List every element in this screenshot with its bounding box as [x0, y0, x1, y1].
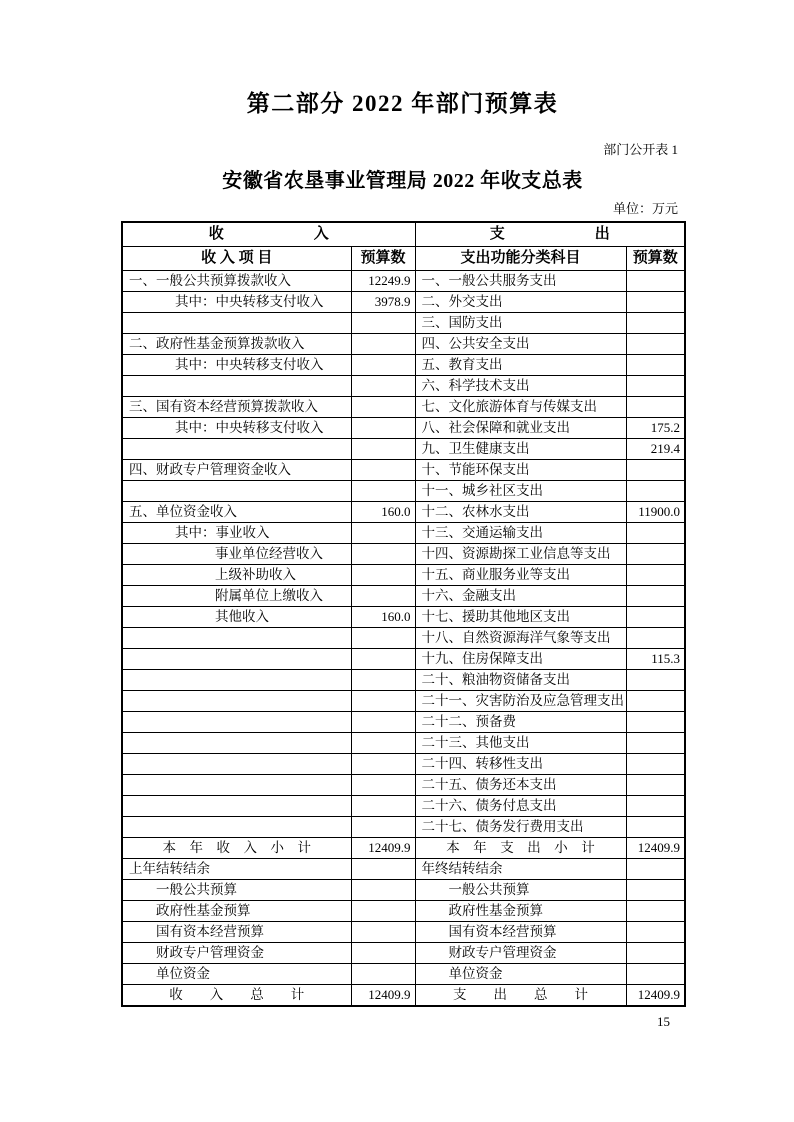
income-item-cell: [122, 627, 351, 648]
income-item-cell: 其中：中央转移支付收入: [122, 417, 351, 438]
income-item-cell: 五、单位资金收入: [122, 501, 351, 522]
income-value-cell: 160.0: [351, 501, 415, 522]
income-item-cell: 上级补助收入: [122, 564, 351, 585]
expense-item-cell: 政府性基金预算: [415, 900, 626, 921]
expense-value-cell: [626, 585, 685, 606]
expense-value-cell: [626, 396, 685, 417]
income-value-cell: [351, 564, 415, 585]
page-content: [121, 0, 684, 1030]
income-item-cell: [122, 774, 351, 795]
income-item-cell: 四、财政专户管理资金收入: [122, 459, 351, 480]
expense-item-cell: 二十一、灾害防治及应急管理支出: [415, 690, 626, 711]
expense-value-cell: [626, 606, 685, 627]
expense-value-cell: [626, 312, 685, 333]
expense-item-cell: 十五、商业服务业等支出: [415, 564, 626, 585]
table-row: [122, 900, 685, 921]
income-item-cell: 二、政府性基金预算拨款收入: [122, 333, 351, 354]
expense-value-cell: [626, 690, 685, 711]
table-row: [122, 333, 685, 354]
income-item-cell: 其中：中央转移支付收入: [122, 354, 351, 375]
expense-value-cell: 219.4: [626, 438, 685, 459]
expense-value-cell: 11900.0: [626, 501, 685, 522]
income-value-cell: [351, 900, 415, 921]
expense-item-cell: 十九、住房保障支出: [415, 648, 626, 669]
expense-item-cell: 财政专户管理资金: [415, 942, 626, 963]
expense-item-cell: 九、卫生健康支出: [415, 438, 626, 459]
expense-item-cell: 十七、援助其他地区支出: [415, 606, 626, 627]
expense-item-cell: 十、节能环保支出: [415, 459, 626, 480]
income-item-cell: 国有资本经营预算: [122, 921, 351, 942]
table-row: [122, 816, 685, 837]
income-item-cell: 事业单位经营收入: [122, 543, 351, 564]
income-item-cell: 单位资金: [122, 963, 351, 984]
income-value-cell: 3978.9: [351, 291, 415, 312]
income-value-cell: [351, 669, 415, 690]
table-row: [122, 837, 685, 858]
expense-value-cell: [626, 816, 685, 837]
expense-item-cell: 四、公共安全支出: [415, 333, 626, 354]
income-item-cell: [122, 438, 351, 459]
expense-item-cell: 二十三、其他支出: [415, 732, 626, 753]
table-row: [122, 963, 685, 984]
expense-value-cell: 175.2: [626, 417, 685, 438]
income-value-cell: [351, 858, 415, 879]
expense-item-cell: 二十二、预备费: [415, 711, 626, 732]
expense-item-cell: 二十六、债务付息支出: [415, 795, 626, 816]
income-value-cell: [351, 879, 415, 900]
expense-item-cell: 十六、金融支出: [415, 585, 626, 606]
table-row: [122, 501, 685, 522]
table-row: [122, 732, 685, 753]
table-row: [122, 438, 685, 459]
table-row: [122, 879, 685, 900]
table-row: [122, 480, 685, 501]
expense-value-cell: [626, 291, 685, 312]
expense-value-cell: [626, 900, 685, 921]
income-value-cell: [351, 963, 415, 984]
expense-value-cell: [626, 480, 685, 501]
expense-item-cell: 二十七、债务发行费用支出: [415, 816, 626, 837]
expense-value-cell: [626, 774, 685, 795]
income-value-cell: [351, 585, 415, 606]
income-item-cell: [122, 375, 351, 396]
income-value-cell: [351, 648, 415, 669]
table-row: [122, 354, 685, 375]
expense-item-cell: 二十、粮油物资储备支出: [415, 669, 626, 690]
income-item-cell: 政府性基金预算: [122, 900, 351, 921]
expense-value-cell: [626, 270, 685, 291]
income-value-cell: [351, 480, 415, 501]
unit-label: 单位：万元: [612, 200, 678, 216]
income-item-cell: 本 年 收 入 小 计: [122, 837, 351, 858]
table-title: 安徽省农垦事业管理局 2022 年收支总表: [222, 169, 583, 192]
income-value-cell: [351, 711, 415, 732]
table-row: [122, 564, 685, 585]
part-title: 第二部分 2022 年部门预算表: [246, 91, 559, 116]
income-item-cell: 财政专户管理资金: [122, 942, 351, 963]
expense-value-cell: [626, 795, 685, 816]
income-item-cell: [122, 795, 351, 816]
expense-item-cell: 单位资金: [415, 963, 626, 984]
expense-item-cell: 年终结转结余: [415, 858, 626, 879]
table-row: [122, 396, 685, 417]
expenditure-section-header: 支 出: [415, 222, 685, 247]
expense-item-cell: 二十五、债务还本支出: [415, 774, 626, 795]
income-value-cell: [351, 438, 415, 459]
table-row: [122, 711, 685, 732]
income-section-header: 收 入: [122, 222, 415, 247]
expense-item-cell: 六、科学技术支出: [415, 375, 626, 396]
expense-value-cell: [626, 753, 685, 774]
expense-value-cell: [626, 921, 685, 942]
income-value-cell: 12249.9: [351, 270, 415, 291]
page-number: 15: [657, 1013, 670, 1029]
income-value-cell: [351, 396, 415, 417]
income-value-cell: 160.0: [351, 606, 415, 627]
expense-value-cell: [626, 963, 685, 984]
expense-category-column-header: 支出功能分类科目: [415, 246, 626, 270]
expense-value-cell: [626, 879, 685, 900]
budget-table-header: [122, 222, 685, 271]
income-item-cell: 其中：事业收入: [122, 522, 351, 543]
income-value-cell: [351, 459, 415, 480]
income-value-cell: [351, 921, 415, 942]
budget-table: [121, 221, 686, 1007]
expense-value-cell: [626, 732, 685, 753]
table-row: [122, 984, 685, 1006]
expense-item-cell: 一般公共预算: [415, 879, 626, 900]
income-value-cell: [351, 795, 415, 816]
table-row: [122, 627, 685, 648]
income-value-cell: [351, 627, 415, 648]
income-value-cell: [351, 522, 415, 543]
income-value-cell: [351, 753, 415, 774]
expense-item-cell: 国有资本经营预算: [415, 921, 626, 942]
table-row: [122, 543, 685, 564]
expense-item-cell: 支 出 总 计: [415, 984, 626, 1006]
table-row: [122, 669, 685, 690]
expense-item-cell: 三、国防支出: [415, 312, 626, 333]
budget-table-body: [122, 270, 685, 1006]
table-row: [122, 585, 685, 606]
table-row: [122, 858, 685, 879]
expense-item-cell: 二、外交支出: [415, 291, 626, 312]
income-value-cell: [351, 312, 415, 333]
income-item-cell: 其他收入: [122, 606, 351, 627]
expense-value-cell: [626, 669, 685, 690]
expense-value-cell: 115.3: [626, 648, 685, 669]
income-item-cell: [122, 732, 351, 753]
table-row: [122, 375, 685, 396]
table-row: [122, 291, 685, 312]
expense-value-cell: [626, 375, 685, 396]
section-header-row: [122, 222, 685, 247]
expense-item-cell: 十二、农林水支出: [415, 501, 626, 522]
expense-item-cell: 十三、交通运输支出: [415, 522, 626, 543]
expense-value-cell: 12409.9: [626, 984, 685, 1006]
expense-item-cell: 十四、资源勘探工业信息等支出: [415, 543, 626, 564]
income-item-cell: 其中：中央转移支付收入: [122, 291, 351, 312]
income-value-cell: [351, 333, 415, 354]
income-value-cell: [351, 942, 415, 963]
expense-value-cell: [626, 459, 685, 480]
income-item-cell: [122, 690, 351, 711]
income-item-cell: 三、国有资本经营预算拨款收入: [122, 396, 351, 417]
income-item-cell: 一般公共预算: [122, 879, 351, 900]
expense-value-cell: [626, 858, 685, 879]
table-row: [122, 648, 685, 669]
income-items-column-header: 收 入 项 目: [122, 246, 351, 270]
table-row: [122, 942, 685, 963]
table-row: [122, 921, 685, 942]
expense-item-cell: 十一、城乡社区支出: [415, 480, 626, 501]
expense-value-cell: [626, 627, 685, 648]
expense-value-cell: [626, 333, 685, 354]
income-value-cell: [351, 417, 415, 438]
expense-item-cell: 十八、自然资源海洋气象等支出: [415, 627, 626, 648]
income-budget-column-header: 预算数: [351, 246, 415, 270]
table-row: [122, 312, 685, 333]
expense-value-cell: 12409.9: [626, 837, 685, 858]
income-item-cell: 收 入 总 计: [122, 984, 351, 1006]
income-value-cell: [351, 543, 415, 564]
column-header-row: [122, 246, 685, 270]
expense-item-cell: 七、文化旅游体育与传媒支出: [415, 396, 626, 417]
table-row: [122, 459, 685, 480]
table-number-label: 部门公开表 1: [603, 141, 678, 157]
income-value-cell: [351, 375, 415, 396]
income-item-cell: 上年结转结余: [122, 858, 351, 879]
expense-value-cell: [626, 543, 685, 564]
expense-value-cell: [626, 711, 685, 732]
expense-item-cell: 八、社会保障和就业支出: [415, 417, 626, 438]
income-value-cell: [351, 690, 415, 711]
expense-item-cell: 二十四、转移性支出: [415, 753, 626, 774]
expense-value-cell: [626, 564, 685, 585]
table-row: [122, 522, 685, 543]
expense-value-cell: [626, 522, 685, 543]
expense-budget-column-header: 预算数: [626, 246, 685, 270]
expense-value-cell: [626, 942, 685, 963]
income-item-cell: [122, 669, 351, 690]
table-row: [122, 795, 685, 816]
income-value-cell: 12409.9: [351, 984, 415, 1006]
table-row: [122, 606, 685, 627]
expense-value-cell: [626, 354, 685, 375]
income-value-cell: 12409.9: [351, 837, 415, 858]
income-item-cell: 附属单位上缴收入: [122, 585, 351, 606]
income-item-cell: [122, 816, 351, 837]
income-value-cell: [351, 732, 415, 753]
expense-item-cell: 一、一般公共服务支出: [415, 270, 626, 291]
income-item-cell: [122, 753, 351, 774]
income-value-cell: [351, 354, 415, 375]
income-value-cell: [351, 774, 415, 795]
table-row: [122, 774, 685, 795]
table-row: [122, 753, 685, 774]
income-item-cell: [122, 711, 351, 732]
income-item-cell: [122, 648, 351, 669]
table-row: [122, 270, 685, 291]
income-item-cell: [122, 480, 351, 501]
expense-item-cell: 本 年 支 出 小 计: [415, 837, 626, 858]
table-row: [122, 690, 685, 711]
income-item-cell: [122, 312, 351, 333]
income-item-cell: 一、一般公共预算拨款收入: [122, 270, 351, 291]
expense-item-cell: 五、教育支出: [415, 354, 626, 375]
table-row: [122, 417, 685, 438]
income-value-cell: [351, 816, 415, 837]
